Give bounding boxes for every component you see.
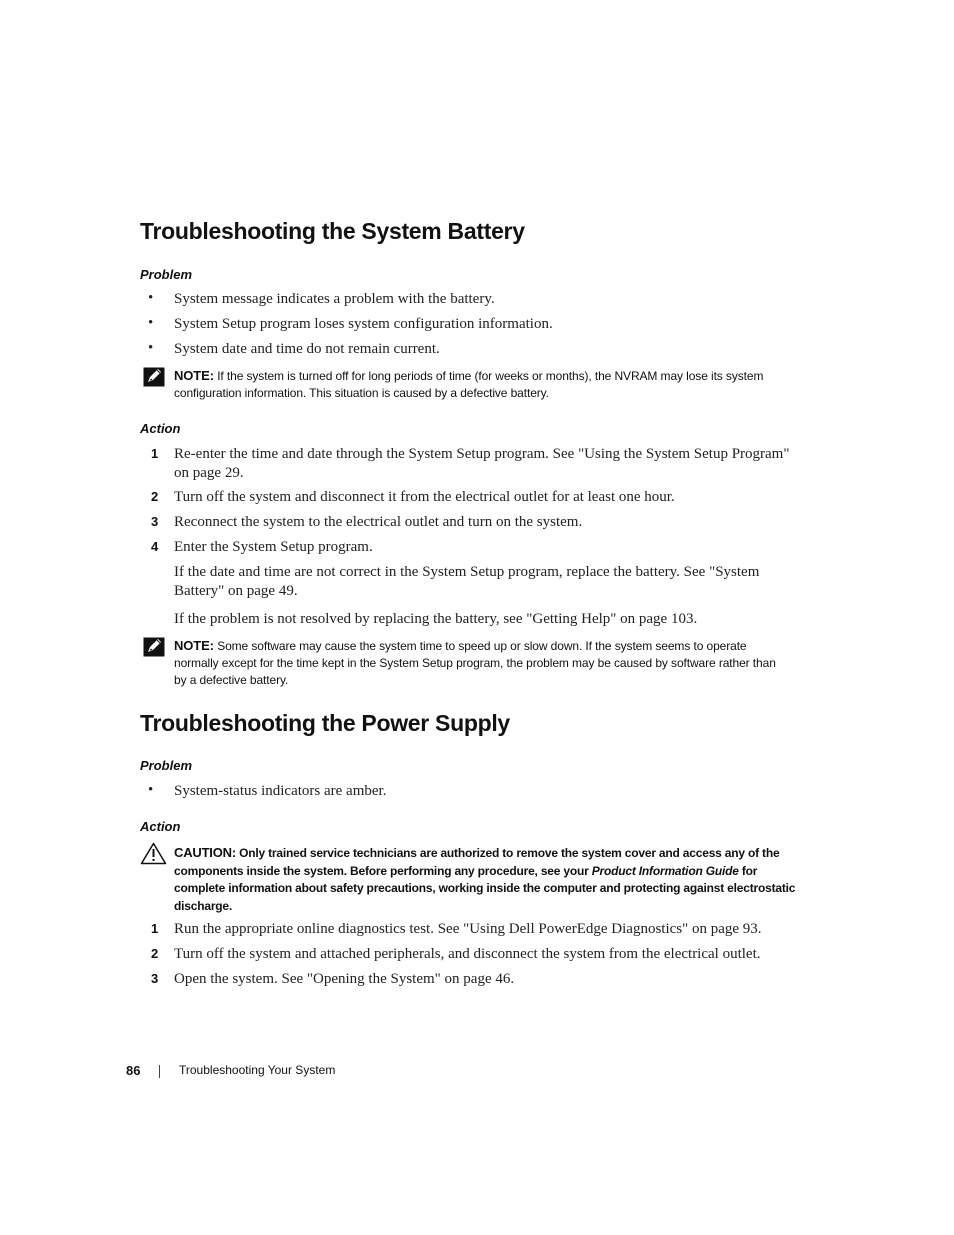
bullet-icon: • xyxy=(148,290,154,306)
caution-message: CAUTION: Only trained service technicians are authorized to remove the system cover and access any of the components inside the system. Before performing any procedure, see your Product Information Guide for complete information about safety precautions, working inside the computer and protecting against electrostatic discharge. xyxy=(174,845,796,913)
note-label: NOTE: xyxy=(174,638,214,653)
chapter-title: Troubleshooting Your System xyxy=(179,1063,336,1077)
step-text: Enter the System Setup program. xyxy=(174,539,373,555)
step-number: 2 xyxy=(151,946,159,961)
note-text: Some software may cause the system time to speed up or slow down. If the system seems to operate xyxy=(217,639,747,653)
problem-item: System Setup program loses system configuration information. xyxy=(174,316,553,332)
problem-label: Problem xyxy=(140,758,193,773)
action-label: Action xyxy=(140,819,181,834)
footer-separator xyxy=(159,1065,160,1078)
pencil-note-icon xyxy=(143,367,165,387)
problem-item: System message indicates a problem with the battery. xyxy=(174,291,495,307)
note-battery xyxy=(174,367,834,402)
bullet-icon: • xyxy=(148,340,154,356)
step-number: 2 xyxy=(151,489,159,504)
guide-reference: Product Information Guide xyxy=(591,863,739,878)
note-text: If the system is turned off for long periods of time (for weeks or months), the NVRAM may lose its system xyxy=(217,369,764,383)
problem-label: Problem xyxy=(140,267,193,282)
note-label: NOTE: xyxy=(174,368,214,383)
page-number: 86 xyxy=(126,1063,141,1078)
action-label: Action xyxy=(140,421,181,436)
step-text: Re-enter the time and date through the System Setup program. See "Using the System Setup Program" on page 29. xyxy=(174,446,790,481)
bullet-icon: • xyxy=(148,315,154,331)
note-software xyxy=(174,637,844,689)
section-title-battery: Troubleshooting the System Battery xyxy=(140,218,525,244)
note-text: by a defective battery. xyxy=(174,673,289,687)
step-number: 1 xyxy=(151,921,159,936)
note-text: configuration information. This situation is caused by a defective battery. xyxy=(174,386,549,400)
note-text: normally except for the time kept in the System Setup program, the problem may be caused by software rather than xyxy=(174,656,776,670)
paragraph: If the date and time are not correct in the System Setup program, replace the battery. See "System Battery" on page 49. xyxy=(174,564,760,599)
bullet-icon: • xyxy=(148,782,154,798)
caution-label: CAUTION: xyxy=(174,845,236,860)
step-text: Open the system. See "Opening the System" on page 46. xyxy=(174,971,515,987)
step-number: 3 xyxy=(151,514,159,529)
problem-item: System date and time do not remain current. xyxy=(174,341,440,357)
step-text: Turn off the system and attached peripherals, and disconnect the system from the electrical outlet. xyxy=(174,946,761,962)
step-number: 3 xyxy=(151,971,159,986)
paragraph: If the problem is not resolved by replacing the battery, see "Getting Help" on page 103. xyxy=(174,611,698,627)
section-title-power: Troubleshooting the Power Supply xyxy=(140,710,510,736)
step-text: Turn off the system and disconnect it from the electrical outlet for at least one hour. xyxy=(174,489,675,505)
step-text: Run the appropriate online diagnostics test. See "Using Dell PowerEdge Diagnostics" on page 93. xyxy=(174,921,762,937)
pencil-note-icon xyxy=(143,637,165,657)
step-number: 4 xyxy=(151,539,159,554)
step-text: Reconnect the system to the electrical outlet and turn on the system. xyxy=(174,514,583,530)
problem-item: System-status indicators are amber. xyxy=(174,783,387,799)
step-number: 1 xyxy=(151,446,159,461)
warning-triangle-icon xyxy=(140,842,167,865)
